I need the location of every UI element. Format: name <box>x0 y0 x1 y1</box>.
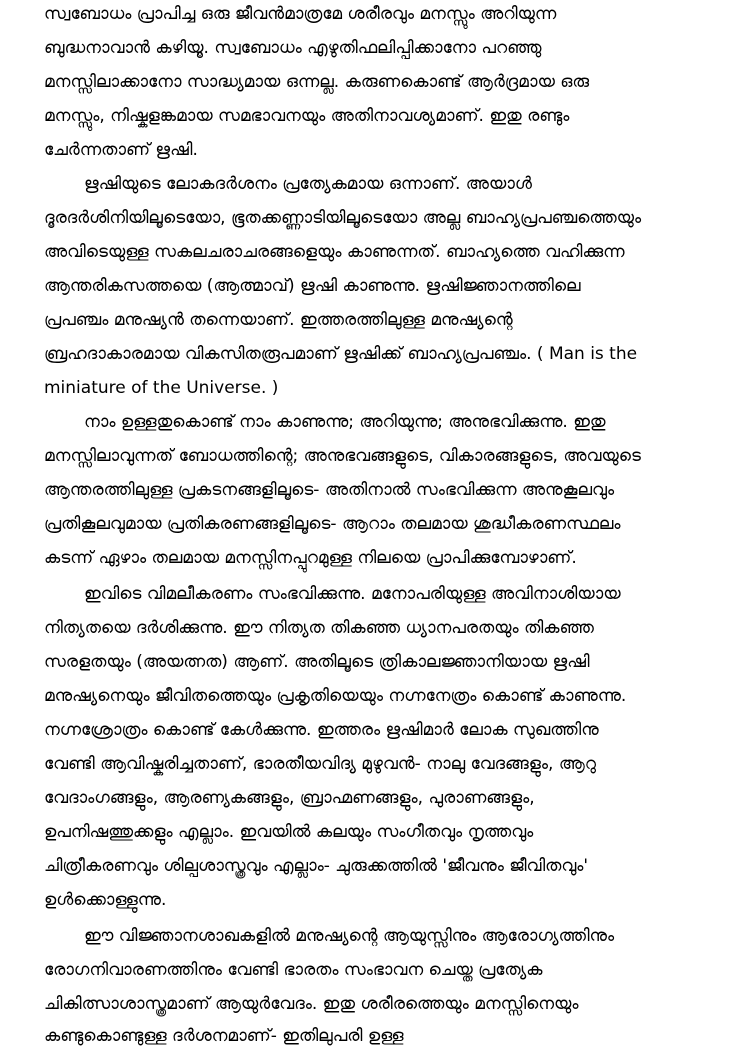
text-line: നിത്യതയെ ദർശിക്കുന്നു. ഈ നിത്യത തികഞ്ഞ ധ്യാനപരതയും തികഞ്ഞ <box>44 618 594 638</box>
text-line: സരളതയും (അയത്നത) ആണ്. അതിലൂടെ ത്രികാലജ്ഞാനിയായ ഋഷി <box>44 652 590 672</box>
text-line: ചിത്രീകരണവും ശില്പശാസ്ത്രവും എല്ലാം- ചുരുക്കത്തിൽ 'ജീവനും ജീവിതവും' <box>44 856 589 876</box>
text-line: പ്രപഞ്ചം മനുഷ്യൻ തന്നെയാണ്. ഇത്തരത്തിലുള്ള മനുഷ്യന്റെ <box>44 310 513 330</box>
text-line: ആന്തരികസത്തയെ (ആത്മാവ്) ഋഷി കാണുന്നു. ഋഷിജ്ഞാനത്തിലെ <box>44 276 581 296</box>
text-line: ഋഷിയുടെ ലോകദർശനം പ്രത്യേകമായ ഒന്നാണ്. അയാൾ <box>84 174 532 194</box>
text-line: ദൂരദർശിനിയിലൂടെയോ, ഭൂതക്കണ്ണാടിയിലൂടെയോ അല്ല ബാഹ്യപ്രപഞ്ചത്തെയും <box>44 208 642 228</box>
text-line: മനസ്സിലാവുന്നത് ബോധത്തിന്റെ; അനുഭവങ്ങളുടെ, വികാരങ്ങളുടെ, അവയുടെ <box>44 446 641 466</box>
text-line: ബ്രഹദാകാരമായ വികസിതരൂപമാണ് ഋഷിക്ക് ബാഹ്യപ്രപഞ്ചം. ( Man is the <box>44 344 638 364</box>
text-line: പ്രതികൂലവുമായ പ്രതികരണങ്ങളിലൂടെ- ആറാം തലമായ ശുദ്ധീകരണസ്ഥലം <box>44 514 621 534</box>
text-line: അവിടെയുള്ള സകലചരാചരങ്ങളെയും കാണുന്നത്. ബാഹ്യത്തെ വഹിക്കുന്ന <box>44 242 625 262</box>
text-line: ഇവിടെ വിമലീകരണം സംഭവിക്കുന്നു. മനോപരിയുള്ള അവിനാശിയായ <box>84 584 621 604</box>
text-line: ചികിത്സാശാസ്ത്രമാണ് ആയുർവേദം. ഇതു ശരീരത്തെയും മനസ്സിനെയും <box>44 994 579 1014</box>
text-line: മനസ്സും, നിഷ്കളങ്കമായ സമഭാവനയും അതിനാവശ്യമാണ്. ഇതു രണ്ടും <box>44 106 570 126</box>
text-line: ചേർന്നതാണ് ഋഷി. <box>44 140 198 160</box>
text-line: സ്വബോധം പ്രാപിച്ച ഒരു ജീവൻമാത്രമേ ശരീരവും മനസ്സും അറിയുന്ന <box>44 4 557 24</box>
text-line: വേദാംഗങ്ങളും, ആരണ്യകങ്ങളും, ബ്രാഹ്മണങ്ങളും, പുരാണങ്ങളും, <box>44 788 535 808</box>
text-line: മനസ്സിലാക്കാനോ സാദ്ധ്യമായ ഒന്നല്ല. കരുണകൊണ്ട് ആർദ്രമായ ഒരു <box>44 72 590 92</box>
text-line: നാം ഉള്ളതുകൊണ്ട് നാം കാണുന്നു; അറിയുന്നു; അനുഭവിക്കുന്നു. ഇതു <box>84 412 606 432</box>
text-line: ആന്തരത്തിലുള്ള പ്രകടനങ്ങളിലൂടെ- അതിനാൽ സംഭവിക്കുന്ന അനുകൂലവും <box>44 480 615 500</box>
text-line: ഈ വിജ്ഞാനശാഖകളിൽ മനുഷ്യന്റെ ആയുസ്സിനും ആരോഗ്യത്തിനും <box>84 926 615 946</box>
text-line: വേണ്ടി ആവിഷ്കരിച്ചതാണ്, ഭാരതീയവിദ്യ മുഴുവൻ- നാലു വേദങ്ങളും, ആറു <box>44 754 596 774</box>
text-line: കണ്ടുകൊണ്ടുള്ള ദർശനമാണ്- ഇതിലുപരി ഉള്ള <box>44 1026 404 1046</box>
text-line: miniature of the Universe. ) <box>44 378 279 398</box>
text-line: രോഗനിവാരണത്തിനും വേണ്ടി ഭാരതം സംഭാവന ചെയ്ത പ്രത്യേക <box>44 960 543 980</box>
text-line: മനുഷ്യനെയും ജീവിതത്തെയും പ്രകൃതിയെയും നഗ്നനേത്രം കൊണ്ട് കാണുന്നു. <box>44 686 627 706</box>
text-line: കടന്ന് ഏഴാം തലമായ മനസ്സിനപ്പുറമുള്ള നിലയെ പ്രാപിക്കുമ്പോഴാണ്. <box>44 548 577 568</box>
text-line: നഗ്നശ്രോത്രം കൊണ്ട് കേൾക്കുന്നു. ഇത്തരം ഋഷിമാർ ലോക സുഖത്തിനു <box>44 720 599 740</box>
text-line: ഉപനിഷത്തുക്കളും എല്ലാം. ഇവയിൽ കലയും സംഗീതവും നൃത്തവും <box>44 822 534 842</box>
text-line: ബുദ്ധനാവാൻ കഴിയൂ. സ്വബോധം എഴുതിഫലിപ്പിക്കാനോ പറഞ്ഞു <box>44 38 542 58</box>
text-line: ഉൾക്കൊള്ളുന്നു. <box>44 890 167 910</box>
